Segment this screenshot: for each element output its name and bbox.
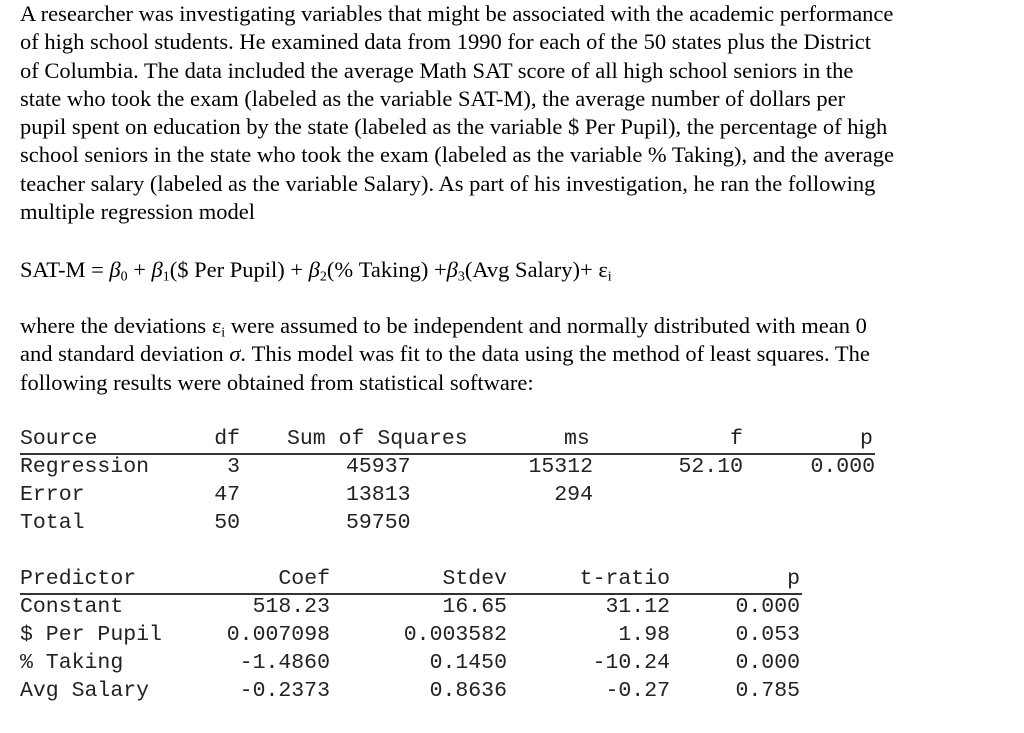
- method-text: and standard deviation: [20, 341, 230, 367]
- coef-cell: % Taking: [20, 651, 124, 675]
- coef-cell: 1.98: [618, 623, 670, 647]
- coef-header-tratio: t-ratio: [579, 567, 670, 591]
- coef-cell: 0.1450: [429, 651, 507, 675]
- eq-term: (% Taking) +: [326, 257, 447, 282]
- coef-header-coef: Coef: [278, 567, 330, 591]
- eq-beta: β: [151, 257, 163, 282]
- coef-cell: 518.23: [252, 595, 330, 619]
- eq-sub: 3: [457, 269, 465, 285]
- coef-cell: Avg Salary: [20, 679, 150, 703]
- eq-lhs: SAT-M =: [20, 257, 110, 282]
- model-equation: [20, 256, 1010, 284]
- intro-line: pupil spent on education by the state (labeled as the variable $ Per Pupil), the percentage of high: [20, 114, 888, 140]
- coef-cell: 0.000: [735, 651, 800, 675]
- anova-cell: 13813: [346, 483, 411, 507]
- intro-line: of Columbia. The data included the average Math SAT score of all high school seniors in the: [20, 57, 854, 83]
- eq-sub: 2: [319, 269, 327, 285]
- eq-epsilon: ε: [211, 313, 222, 338]
- coef-cell: 0.053: [735, 623, 800, 647]
- eq-sub: i: [607, 269, 612, 285]
- anova-cell: 47: [214, 483, 240, 507]
- anova-cell: 59750: [346, 511, 411, 535]
- anova-cell: 294: [554, 483, 593, 507]
- coef-header-p: p: [787, 567, 800, 591]
- intro-line: school seniors in the state who took the exam (labeled as the variable % Taking), and the average: [20, 142, 894, 168]
- coef-cell: 0.003582: [403, 623, 507, 647]
- eq-beta: β: [308, 257, 320, 282]
- method-line: [20, 340, 1010, 368]
- method-text: . This model was fit to the data using the method of least squares. The: [240, 341, 870, 367]
- intro-paragraph: [20, 0, 1010, 226]
- coef-cell: 0.785: [735, 679, 800, 703]
- anova-header-ss: Sum of Squares: [287, 427, 468, 451]
- eq-plus: +: [127, 257, 152, 282]
- coef-header-predictor: Predictor: [20, 567, 137, 591]
- intro-line: state who took the exam (labeled as the variable SAT-M), the average number of dollars per: [20, 85, 846, 111]
- anova-cell: Total: [20, 511, 85, 535]
- anova-cell: 0.000: [810, 455, 875, 479]
- coef-cell: 0.000: [735, 595, 800, 619]
- anova-cell: Regression: [20, 455, 150, 479]
- coef-cell: $ Per Pupil: [20, 623, 162, 647]
- anova-cell: 52.10: [678, 455, 743, 479]
- coef-cell: -10.24: [592, 651, 670, 675]
- anova-header-df: df: [214, 427, 240, 451]
- eq-sub: 0: [120, 269, 128, 285]
- coef-cell: -0.2373: [239, 679, 330, 703]
- eq-beta: β: [446, 257, 458, 282]
- method-paragraph: [20, 312, 1010, 397]
- coef-cell: -1.4860: [239, 651, 330, 675]
- anova-cell: 15312: [528, 455, 593, 479]
- anova-header-ms: ms: [564, 427, 590, 451]
- coef-cell: Constant: [20, 595, 124, 619]
- eq-sub: 1: [162, 269, 170, 285]
- eq-beta: β: [109, 257, 121, 282]
- method-text: were assumed to be independent and normally distributed with mean 0: [225, 313, 867, 338]
- intro-line: A researcher was investigating variables that might be associated with the academic performance: [20, 1, 894, 26]
- coef-cell: 16.65: [442, 595, 507, 619]
- anova-cell: 50: [214, 511, 240, 535]
- eq-sub: i: [221, 325, 226, 341]
- anova-cell: 45937: [346, 455, 411, 479]
- eq-term: ($ Per Pupil) +: [169, 257, 309, 282]
- anova-cell: Error: [20, 483, 85, 507]
- intro-line: teacher salary (labeled as the variable Salary). As part of his investigation, he ran the following: [20, 170, 876, 196]
- method-text: where the deviations: [20, 313, 212, 338]
- coef-cell: 0.8636: [429, 679, 507, 703]
- intro-line: multiple regression model: [20, 199, 255, 225]
- method-line: [20, 312, 1010, 340]
- coef-cell: -0.27: [605, 679, 670, 703]
- intro-line: of high school students. He examined data from 1990 for each of the 50 states plus the District: [20, 29, 872, 55]
- eq-term: (Avg Salary)+: [464, 257, 599, 282]
- anova-header-p: p: [860, 427, 873, 451]
- coef-cell: 31.12: [605, 595, 670, 619]
- anova-header-source: Source: [20, 427, 98, 451]
- eq-sigma: σ: [229, 341, 241, 367]
- anova-header-f: f: [730, 427, 743, 451]
- coef-header-stdev: Stdev: [442, 567, 507, 591]
- anova-cell: 3: [227, 455, 240, 479]
- eq-epsilon: ε: [598, 257, 608, 282]
- method-line: following results were obtained from statistical software:: [20, 369, 534, 395]
- coef-cell: 0.007098: [226, 623, 330, 647]
